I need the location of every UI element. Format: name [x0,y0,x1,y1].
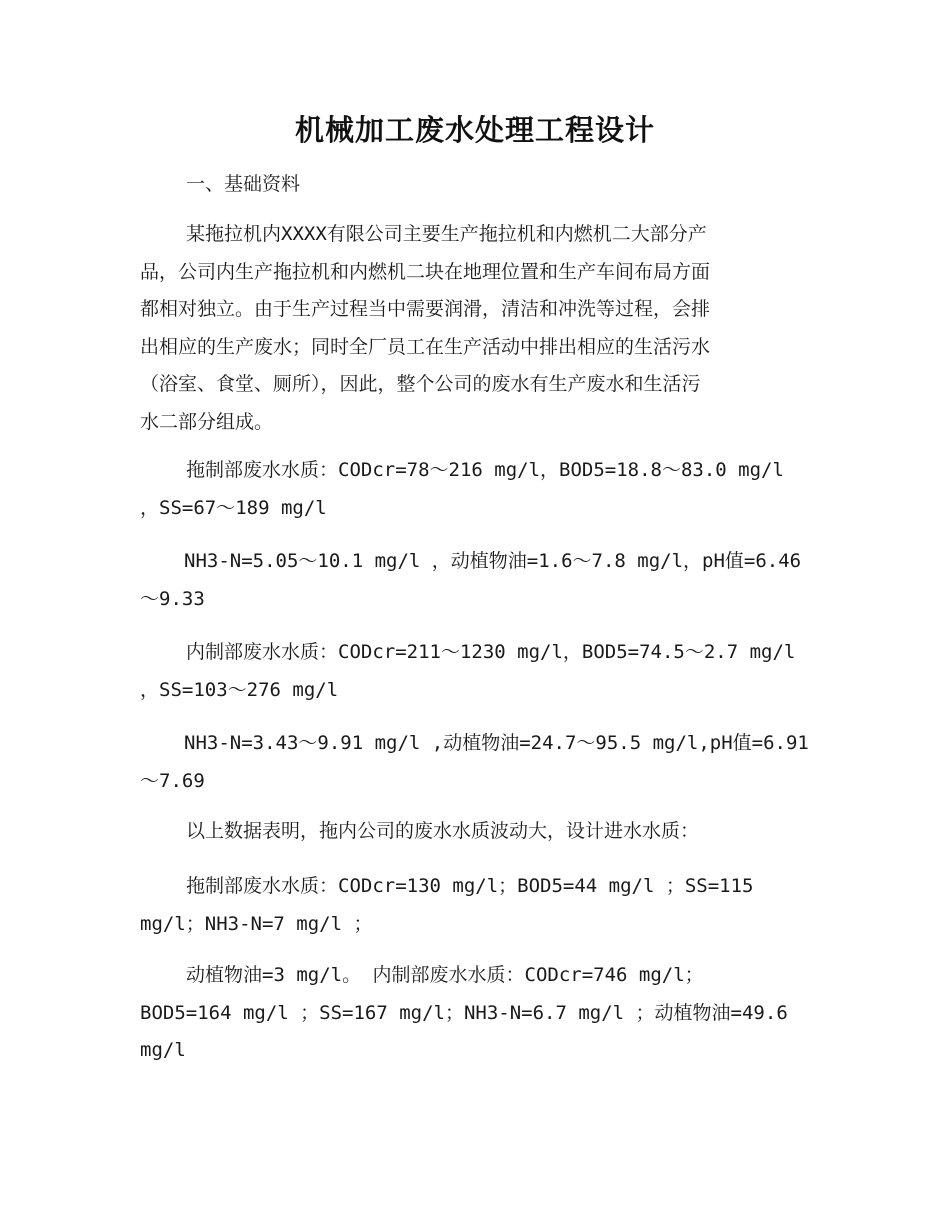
design-engine-paragraph [140,957,812,1070]
section-heading [140,166,812,204]
conclusion-paragraph [140,813,812,851]
engine-quality-paragraph-2 [140,725,812,800]
tractor-quality-line: 拖制部废水水质：CODcr=78～216 mg/l，BOD5=18.8～83.0 mg/l [186,459,784,481]
design-engine-line: 动植物油=3 mg/l。 内制部废水水质：CODcr=746 mg/l； [186,964,704,986]
engine-quality-2-line: NH3-N=3.43～9.91 mg/l ,动植物油=24.7～95.5 mg/l,pH值=6.91 [184,732,809,754]
intro-line: 水二部分组成。 [140,410,274,433]
section-heading-text: 一、基础资料 [186,173,301,195]
tractor-quality-2-line: NH3-N=5.05～10.1 mg/l ，动植物油=1.6～7.8 mg/l，pH值=6.46 [184,550,802,572]
document-title: 机械加工废水处理工程设计 [294,113,655,147]
engine-quality-line: ，SS=103～276 mg/l [140,678,339,701]
design-tractor-line: mg/l；NH3-N=7 mg/l ； [140,912,373,935]
engine-quality-2-line: ～7.69 [140,769,205,792]
design-tractor-line: 拖制部废水水质：CODcr=130 mg/l；BOD5=44 mg/l ；SS=115 [186,875,754,897]
design-engine-line: mg/l [140,1039,186,1061]
tractor-quality-paragraph-2 [140,543,812,618]
intro-line: 都相对独立。由于生产过程当中需要润滑，清洁和冲洗等过程，会排 [140,298,711,320]
engine-quality-line: 内制部废水水质：CODcr=211～1230 mg/l，BOD5=74.5～2.7 mg/l [186,641,796,663]
intro-line: 品，公司内生产拖拉机和内燃机二块在地理位置和生产车间布局方面 [140,260,711,283]
tractor-quality-paragraph [140,452,812,527]
engine-quality-paragraph [140,634,812,709]
intro-line: （浴室、食堂、厕所），因此，整个公司的废水有生产废水和生活污 [140,373,701,395]
design-tractor-paragraph [140,868,812,943]
intro-line: 出相应的生产废水；同时全厂员工在生产活动中排出相应的生活污水 [140,335,711,358]
conclusion-line: 以上数据表明，拖内公司的废水水质波动大，设计进水水质： [186,820,700,842]
intro-line: 某拖拉机内XXXX有限公司主要生产拖拉机和内燃机二大部分产 [186,223,707,245]
intro-paragraph [140,216,812,441]
tractor-quality-2-line: ～9.33 [140,587,205,610]
design-engine-line: BOD5=164 mg/l ；SS=167 mg/l；NH3-N=6.7 mg/l ；动植物油=49.6 [140,1001,788,1024]
tractor-quality-line: ，SS=67～189 mg/l [140,496,327,519]
